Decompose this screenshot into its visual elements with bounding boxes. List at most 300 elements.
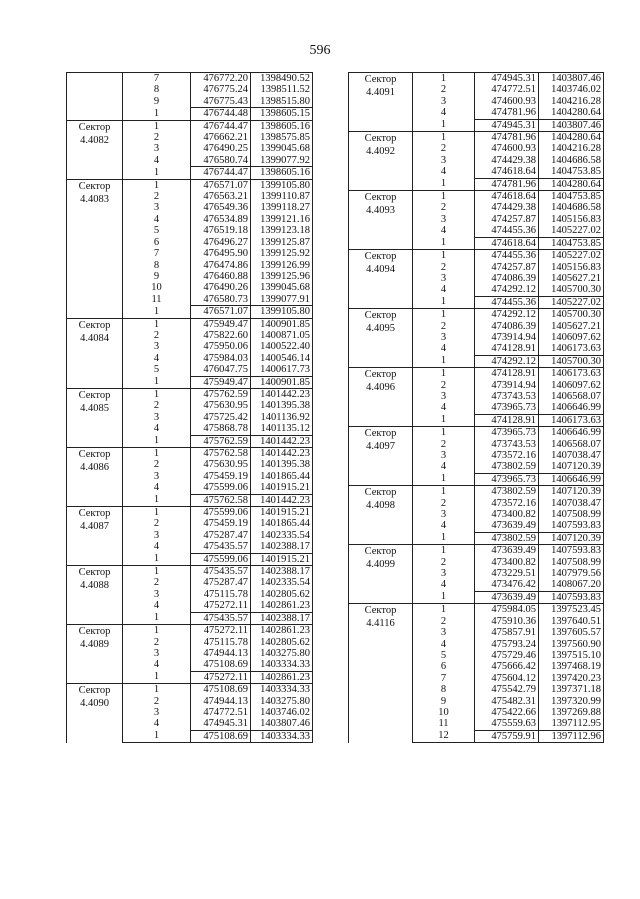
coordinate-y: 1397420.23: [539, 673, 604, 684]
point-number: 3: [413, 450, 475, 461]
coordinate-y: 1399118.27: [251, 202, 313, 213]
coordinate-y: 1397371.18: [539, 684, 604, 695]
coordinate-x: 474945.31: [475, 119, 539, 131]
point-number: 1: [413, 250, 475, 262]
table-row: [67, 318, 313, 330]
coordinate-y: 1406097.62: [539, 380, 604, 391]
point-number: 1: [123, 507, 191, 519]
coordinate-y: 1398490.52: [251, 73, 313, 85]
coordinate-y: 1401135.12: [251, 423, 313, 435]
point-number: 2: [413, 143, 475, 154]
coordinate-y: 1406097.62: [539, 332, 604, 343]
coordinate-x: 475435.57: [191, 566, 251, 578]
coordinate-y: 1407508.99: [539, 509, 604, 520]
sector-label: [349, 132, 413, 191]
coordinate-x: 475759.91: [475, 730, 539, 742]
coordinate-y: 1399126.99: [251, 260, 313, 271]
coordinate-y: 1397560.90: [539, 639, 604, 650]
point-number: 2: [413, 498, 475, 509]
coordinates-table-right: [348, 72, 604, 743]
coordinate-x: 475762.58: [191, 494, 251, 506]
coordinate-y: 1405700.30: [539, 355, 604, 367]
point-number: 4: [123, 482, 191, 494]
coordinate-y: 1405156.83: [539, 262, 604, 273]
point-number: 4: [413, 639, 475, 650]
coordinate-y: 1401395.38: [251, 400, 313, 411]
coordinate-y: 1404753.85: [539, 191, 604, 203]
point-number: 3: [413, 155, 475, 166]
coordinate-x: 475542.79: [475, 684, 539, 695]
coordinate-y: 1398575.85: [251, 132, 313, 143]
point-number: 7: [413, 673, 475, 684]
coordinate-y: 1401442.23: [251, 448, 313, 460]
point-number: 1: [413, 591, 475, 603]
coordinate-x: 473802.59: [475, 486, 539, 498]
coordinate-x: 475559.63: [475, 718, 539, 730]
sector-label: [349, 604, 413, 743]
coordinate-x: 475604.12: [475, 673, 539, 684]
coordinate-y: 1399105.80: [251, 306, 313, 318]
coordinate-x: 475630.95: [191, 459, 251, 470]
coordinate-y: 1402805.62: [251, 589, 313, 600]
coordinate-y: 1407120.39: [539, 486, 604, 498]
coordinate-x: 474257.87: [475, 214, 539, 225]
coordinate-x: 475599.06: [191, 553, 251, 565]
coordinate-y: 1405627.21: [539, 273, 604, 284]
coordinate-x: 475422.66: [475, 707, 539, 718]
coordinate-y: 1405700.30: [539, 309, 604, 321]
coordinate-y: 1400901.85: [251, 318, 313, 330]
coordinate-x: 474429.38: [475, 155, 539, 166]
point-number: 1: [123, 179, 191, 191]
coordinate-y: 1399123.18: [251, 225, 313, 236]
coordinate-y: 1407120.39: [539, 461, 604, 473]
point-number: 8: [123, 260, 191, 271]
coordinate-y: 1407593.83: [539, 545, 604, 557]
coordinate-x: 474128.91: [475, 368, 539, 380]
sector-number: 4.4083: [80, 193, 109, 205]
coordinate-y: 1403275.80: [251, 648, 313, 659]
coordinate-y: 1406568.07: [539, 439, 604, 450]
sector-word: Сектор: [78, 121, 111, 133]
coordinate-x: 475108.69: [191, 659, 251, 671]
point-number: 4: [413, 461, 475, 473]
coordinate-x: 473476.42: [475, 579, 539, 591]
point-number: 2: [413, 84, 475, 95]
sector-label: [349, 368, 413, 427]
coordinate-x: 475115.78: [191, 589, 251, 600]
coordinate-x: 475949.47: [191, 318, 251, 330]
coordinate-x: 473802.59: [475, 461, 539, 473]
coordinate-y: 1398515.80: [251, 96, 313, 108]
sector-number: 4.4091: [366, 87, 395, 98]
coordinate-x: 474618.64: [475, 166, 539, 178]
point-number: 1: [123, 494, 191, 506]
coordinate-y: 1406646.99: [539, 473, 604, 485]
coordinate-x: 475459.19: [191, 471, 251, 482]
point-number: 5: [123, 225, 191, 236]
sector-number: 4.4084: [80, 332, 109, 344]
coordinate-x: 475459.19: [191, 518, 251, 529]
point-number: 2: [123, 459, 191, 470]
coordinate-y: 1407120.39: [539, 532, 604, 544]
table-row: [349, 545, 604, 557]
sector-label: [349, 250, 413, 309]
coordinate-x: 474945.31: [191, 718, 251, 730]
sector-number: 4.4092: [366, 146, 395, 158]
point-number: 2: [123, 400, 191, 411]
point-number: 1: [123, 435, 191, 447]
coordinate-x: 476495.90: [191, 248, 251, 259]
coordinate-x: 473400.82: [475, 557, 539, 568]
point-number: 1: [413, 119, 475, 131]
point-number: 1: [413, 191, 475, 203]
point-number: 1: [123, 612, 191, 624]
coordinate-x: 475822.60: [191, 330, 251, 341]
sector-label: [349, 309, 413, 368]
sector-number: 4.4094: [366, 264, 395, 276]
table-row: [67, 625, 313, 637]
coordinate-x: 474128.91: [475, 414, 539, 426]
coordinate-y: 1404216.28: [539, 143, 604, 154]
sector-number: 4.4116: [366, 618, 395, 630]
coordinate-x: 475857.91: [475, 627, 539, 638]
coordinate-x: 473572.16: [475, 498, 539, 509]
point-number: 9: [413, 696, 475, 707]
sector-label: [349, 486, 413, 545]
sector-word: Сектор: [78, 685, 111, 697]
coordinate-x: 476772.20: [191, 73, 251, 85]
coordinate-y: 1403334.33: [251, 730, 313, 742]
point-number: 3: [123, 648, 191, 659]
coordinate-y: 1400522.40: [251, 341, 313, 352]
coordinate-x: 476775.43: [191, 96, 251, 108]
coordinate-x: 474086.39: [475, 321, 539, 332]
coordinate-y: 1404686.58: [539, 155, 604, 166]
coordinate-x: 473639.49: [475, 545, 539, 557]
point-number: 4: [413, 107, 475, 119]
sector-number: 4.4082: [80, 134, 109, 146]
sector-word: Сектор: [78, 389, 111, 401]
coordinate-x: 474944.13: [191, 696, 251, 707]
sector-label: [349, 545, 413, 604]
sector-number: 4.4087: [80, 521, 109, 533]
sector-label: [67, 448, 123, 507]
point-number: 8: [413, 684, 475, 695]
coordinate-y: 1398605.15: [251, 108, 313, 120]
point-number: 5: [123, 364, 191, 376]
coordinate-y: 1404216.28: [539, 96, 604, 107]
coordinate-x: 474618.64: [475, 191, 539, 203]
coordinate-y: 1403807.46: [539, 73, 604, 85]
point-number: 1: [413, 178, 475, 190]
sector-word: Сектор: [78, 508, 111, 520]
point-number: 1: [123, 120, 191, 132]
coordinate-y: 1407593.83: [539, 591, 604, 603]
coordinate-x: 475287.47: [191, 530, 251, 541]
coordinate-x: 476496.27: [191, 237, 251, 248]
sector-number: 4.4093: [366, 205, 395, 217]
sector-number: 4.4089: [80, 639, 109, 651]
table-row: [349, 604, 604, 616]
sector-number: 4.4088: [80, 580, 109, 592]
coordinate-y: 1402388.17: [251, 541, 313, 553]
coordinate-x: 474944.13: [191, 648, 251, 659]
point-number: 10: [123, 282, 191, 293]
coordinate-x: 474781.96: [475, 107, 539, 119]
sector-label: [67, 120, 123, 179]
point-number: 3: [413, 332, 475, 343]
coordinate-y: 1404753.85: [539, 166, 604, 178]
coordinate-y: 1400617.73: [251, 364, 313, 376]
coordinate-x: 476474.86: [191, 260, 251, 271]
coordinate-y: 1402388.17: [251, 612, 313, 624]
coordinate-y: 1398605.16: [251, 120, 313, 132]
coordinate-x: 474618.64: [475, 237, 539, 249]
table-row: [67, 448, 313, 460]
coordinate-y: 1408067.20: [539, 579, 604, 591]
coordinate-y: 1405156.83: [539, 214, 604, 225]
sector-number: 4.4090: [80, 698, 109, 710]
sector-word: Сектор: [78, 567, 111, 579]
coordinate-x: 475729.46: [475, 650, 539, 661]
point-number: 1: [123, 684, 191, 696]
coordinate-x: 476571.07: [191, 306, 251, 318]
point-number: 1: [413, 368, 475, 380]
coordinate-x: 475950.06: [191, 341, 251, 352]
table-row: [67, 566, 313, 578]
coordinate-x: 476662.21: [191, 132, 251, 143]
coordinate-y: 1407508.99: [539, 557, 604, 568]
point-number: 3: [123, 707, 191, 718]
coordinate-x: 475599.06: [191, 507, 251, 519]
point-number: 4: [123, 214, 191, 225]
coordinate-y: 1403746.02: [539, 84, 604, 95]
coordinate-x: 474292.12: [475, 355, 539, 367]
coordinate-x: 475435.57: [191, 541, 251, 553]
point-number: 1: [123, 306, 191, 318]
coordinate-y: 1399105.80: [251, 179, 313, 191]
coordinate-x: 476490.26: [191, 282, 251, 293]
point-number: 3: [413, 273, 475, 284]
coordinate-x: 474455.36: [475, 250, 539, 262]
coordinate-x: 475910.36: [475, 616, 539, 627]
coordinate-x: 476744.47: [191, 167, 251, 179]
coordinate-y: 1399125.87: [251, 237, 313, 248]
point-number: 1: [123, 625, 191, 637]
point-number: 2: [123, 696, 191, 707]
point-number: 8: [123, 84, 191, 95]
coordinate-x: 476460.88: [191, 271, 251, 282]
point-number: 1: [413, 296, 475, 308]
sector-word: Сектор: [364, 251, 397, 263]
coordinate-y: 1407038.47: [539, 498, 604, 509]
sector-word: Сектор: [78, 319, 111, 331]
coordinate-x: 476571.07: [191, 179, 251, 191]
point-number: 3: [413, 214, 475, 225]
coordinate-y: 1400546.14: [251, 353, 313, 364]
coordinate-y: 1401865.44: [251, 518, 313, 529]
coordinate-y: 1398605.16: [251, 167, 313, 179]
point-number: 3: [413, 391, 475, 402]
coordinate-y: 1399077.91: [251, 294, 313, 306]
point-number: 4: [413, 343, 475, 355]
table-row: [349, 486, 604, 498]
sector-word: Сектор: [364, 74, 397, 85]
coordinate-x: 475115.78: [191, 637, 251, 648]
coordinate-y: 1399045.68: [251, 282, 313, 293]
coordinate-y: 1406646.99: [539, 427, 604, 439]
coordinate-y: 1407979.56: [539, 568, 604, 579]
coordinate-y: 1406173.63: [539, 414, 604, 426]
coordinate-y: 1402388.17: [251, 566, 313, 578]
sector-number: 4.4086: [80, 462, 109, 473]
coordinate-x: 475762.59: [191, 435, 251, 447]
coordinate-y: 1399121.16: [251, 214, 313, 225]
coordinate-x: 474600.93: [475, 143, 539, 154]
coordinate-y: 1399077.92: [251, 155, 313, 167]
sector-word: Сектор: [364, 192, 397, 204]
coordinate-y: 1397468.19: [539, 661, 604, 672]
coordinate-y: 1402335.54: [251, 577, 313, 588]
point-number: 4: [123, 718, 191, 730]
coordinate-y: 1401442.23: [251, 494, 313, 506]
coordinate-y: 1399125.96: [251, 271, 313, 282]
coordinate-x: 475868.78: [191, 423, 251, 435]
coordinate-x: 476490.25: [191, 143, 251, 154]
point-number: 3: [413, 627, 475, 638]
table-row: [349, 191, 604, 203]
point-number: 4: [123, 541, 191, 553]
table-row: [349, 368, 604, 380]
point-number: 1: [123, 388, 191, 400]
coordinate-y: 1404753.85: [539, 237, 604, 249]
table-row: [67, 684, 313, 696]
coordinate-x: 473914.94: [475, 380, 539, 391]
point-number: 2: [123, 191, 191, 202]
coordinate-x: 475793.24: [475, 639, 539, 650]
coordinate-y: 1397112.95: [539, 718, 604, 730]
coordinate-x: 474600.93: [475, 96, 539, 107]
coordinate-x: 476580.74: [191, 155, 251, 167]
coordinate-y: 1401915.21: [251, 553, 313, 565]
coordinate-x: 474086.39: [475, 273, 539, 284]
point-number: 2: [123, 577, 191, 588]
table-row: [67, 73, 313, 85]
point-number: 1: [123, 167, 191, 179]
coordinate-x: 474772.51: [475, 84, 539, 95]
sector-word: Сектор: [364, 546, 397, 558]
point-number: 1: [123, 448, 191, 460]
table-row: [67, 388, 313, 400]
point-number: 3: [413, 568, 475, 579]
sector-word: Сектор: [78, 449, 111, 460]
coordinate-x: 476563.21: [191, 191, 251, 202]
point-number: 1: [413, 73, 475, 85]
coordinate-y: 1404280.64: [539, 107, 604, 119]
sector-label: [67, 73, 123, 121]
sector-label: [67, 566, 123, 625]
sector-label: [67, 318, 123, 388]
coordinate-y: 1401136.92: [251, 412, 313, 423]
sector-label: [349, 427, 413, 486]
point-number: 1: [413, 132, 475, 144]
coordinate-x: 476580.73: [191, 294, 251, 306]
point-number: 2: [123, 132, 191, 143]
coordinate-x: 474429.38: [475, 202, 539, 213]
coordinate-x: 475108.69: [191, 684, 251, 696]
point-number: 6: [413, 661, 475, 672]
table-row: [349, 132, 604, 144]
point-number: 3: [123, 143, 191, 154]
coordinate-y: 1403334.33: [251, 659, 313, 671]
sector-word: Сектор: [364, 428, 397, 440]
table-row: [67, 120, 313, 132]
coordinate-x: 474292.12: [475, 284, 539, 296]
coordinate-x: 475762.59: [191, 388, 251, 400]
point-number: 1: [123, 671, 191, 683]
coordinate-y: 1403807.46: [539, 119, 604, 131]
sector-number: 4.4096: [366, 382, 395, 394]
sector-number: 4.4095: [366, 323, 395, 335]
sector-word: Сектор: [364, 487, 397, 499]
point-number: 1: [413, 237, 475, 249]
point-number: 4: [413, 284, 475, 296]
coordinate-y: 1397320.99: [539, 696, 604, 707]
coordinate-y: 1407038.47: [539, 450, 604, 461]
coordinate-y: 1406173.63: [539, 343, 604, 355]
coordinate-x: 474128.91: [475, 343, 539, 355]
coordinate-y: 1406646.99: [539, 402, 604, 414]
coordinate-x: 474781.96: [475, 178, 539, 190]
point-number: 2: [413, 439, 475, 450]
point-number: 7: [123, 73, 191, 85]
coordinate-y: 1398511.52: [251, 84, 313, 95]
point-number: 3: [413, 509, 475, 520]
coordinate-y: 1397640.51: [539, 616, 604, 627]
point-number: 4: [413, 520, 475, 532]
coordinate-x: 475272.11: [191, 600, 251, 612]
coordinate-y: 1407593.83: [539, 520, 604, 532]
coordinate-x: 475984.05: [475, 604, 539, 616]
point-number: 2: [413, 262, 475, 273]
coordinate-y: 1406173.63: [539, 368, 604, 380]
coordinate-x: 473802.59: [475, 532, 539, 544]
point-number: 7: [123, 248, 191, 259]
point-number: 10: [413, 707, 475, 718]
sector-number: 4.4098: [366, 500, 395, 512]
point-number: 1: [413, 309, 475, 321]
coordinate-x: 473639.49: [475, 591, 539, 603]
point-number: 1: [413, 414, 475, 426]
coordinate-x: 474292.12: [475, 309, 539, 321]
point-number: 4: [413, 402, 475, 414]
point-number: 1: [413, 473, 475, 485]
point-number: 4: [123, 423, 191, 435]
coordinate-y: 1405227.02: [539, 250, 604, 262]
coordinate-y: 1397112.96: [539, 730, 604, 742]
point-number: 3: [123, 202, 191, 213]
coordinate-y: 1405627.21: [539, 321, 604, 332]
coordinate-y: 1405227.02: [539, 296, 604, 308]
coordinate-x: 473914.94: [475, 332, 539, 343]
coordinate-y: 1401442.23: [251, 435, 313, 447]
coordinate-x: 473965.73: [475, 427, 539, 439]
point-number: 4: [123, 600, 191, 612]
coordinate-x: 475725.42: [191, 412, 251, 423]
coordinate-x: 473965.73: [475, 402, 539, 414]
table-row: [349, 73, 604, 85]
